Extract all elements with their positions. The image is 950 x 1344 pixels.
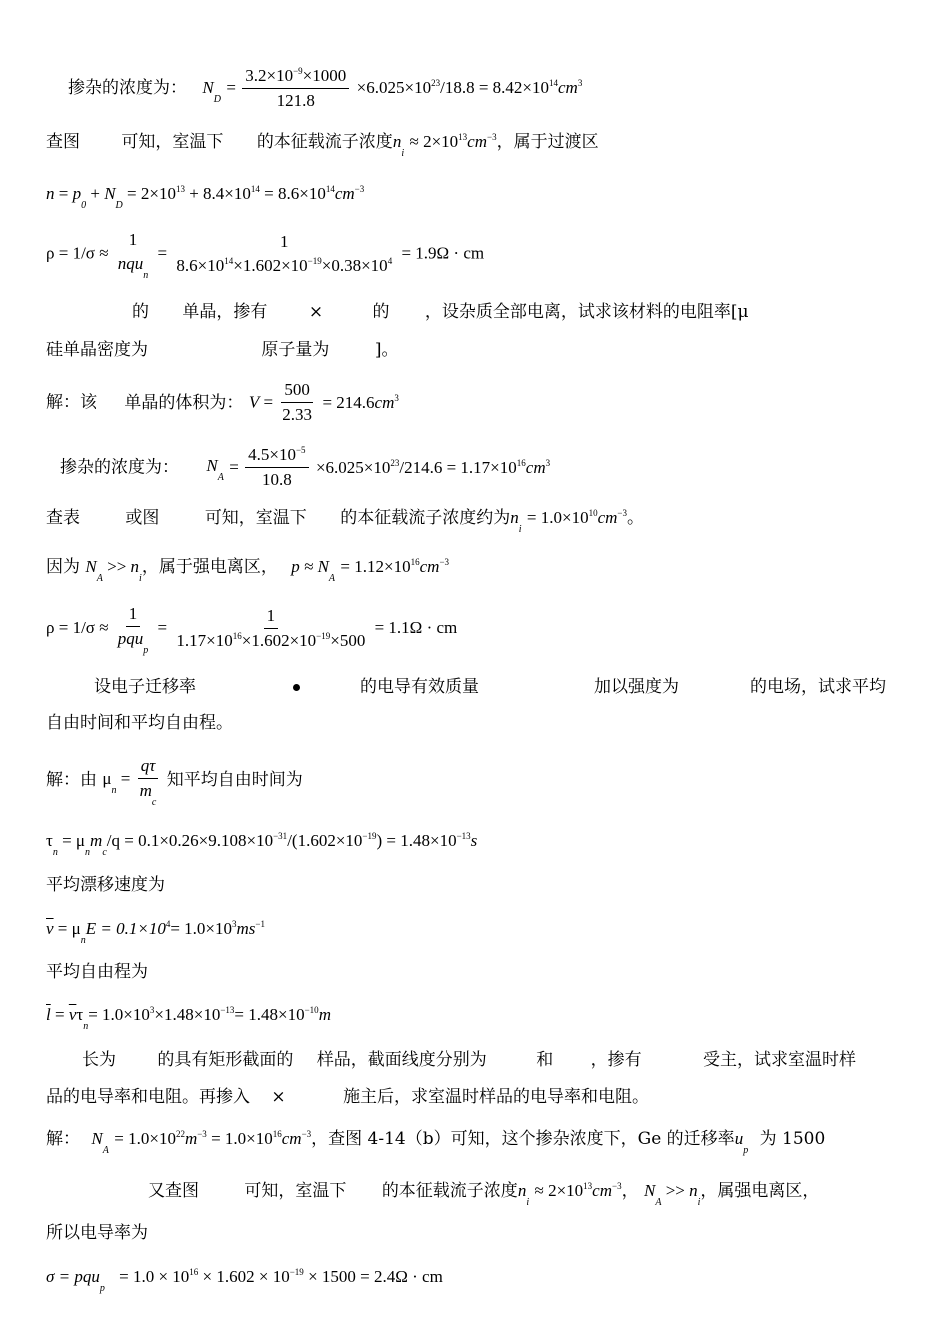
mean-free-time-line: $\tau_n = \mu_nm_c/q = 0.1\times 0.26\times 9.108\times 10^{-31}/(1.602\times 10^{-19}) = 1.48\times 10^{-13}s$ — [46, 831, 478, 858]
mobility-relation-line: 解：由 $\mu_n$ = $\frac{q\tau}{m_c}$ 知平均自由时间为 — [46, 756, 303, 808]
fraction-a: 1 nqu$_n$ — [117, 230, 149, 281]
value: ≈ $2\times 10^{13}cm^{-3}$ — [409, 132, 497, 151]
problem-statement-3c: 加以强度为 — [594, 677, 679, 697]
fraction: $\frac{3.2\times 10^{-9}\times 1000}{121.8}$ — [242, 66, 349, 111]
problem-statement-3d: 的电场，试求平均 — [750, 677, 886, 697]
fraction-b: 1 $8.6\times 10^{14}\times 1.602\times 10^{-19}\times 0.38\times 10^4$ — [176, 231, 393, 275]
ni-symbol: $n_i$ — [392, 132, 405, 159]
intrinsic-line-1 — [46, 131, 599, 159]
doping-concentration-line-2: 掺杂的浓度为： $N_A$ = $\frac{4.5\times 10^{-5}}{10.8}$ $\times 6.025\times 10^{23}/214.6 = 1.17\times 10^{16}cm^3$ — [60, 445, 551, 489]
mean-free-path-heading: 平均自由程为 — [46, 962, 148, 982]
result: $\times 6.025\times 10^{23}/18.8 = 8.42\times 10^{14}cm^3$ — [356, 78, 583, 97]
drift-velocity-line: $\overline{v} = \mu_nE = 0.1\times 10^4= 1.0\times 10^3ms^{-1}$ — [46, 919, 265, 946]
problem-statement-5: 长为 的具有矩形截面的 样品，截面线度分别为 和 ，掺有 受主，试求室温时样 — [82, 1050, 857, 1070]
equals: = — [226, 78, 241, 97]
solution-line-1: 解： $N_A = 1.0\times 10^{22}m^{-3} = 1.0\times 10^{16}cm^{-3}$，查图 4-14（b）可知，这个掺杂浓度下，Ge 的迁移率$u_p$ 为 1500 — [46, 1129, 826, 1156]
problem-statement-4: 自由时间和平均自由程。 — [46, 713, 233, 733]
strong-ionization-line: 因为 $N_A >> n_i$，属于强电离区， $p \approx N_A = 1.12\times 10^{16}cm^{-3}$ — [46, 557, 450, 584]
intrinsic-line-2: 查表 或图 可知，室温下 的本征载流子浓度约为$n_i = 1.0\times 10^{10}cm^{-3}$。 — [46, 508, 644, 535]
drift-velocity-heading: 平均漂移速度为 — [46, 875, 165, 895]
label: 掺杂的浓度为： — [68, 78, 187, 98]
doping-concentration-line-1 — [68, 66, 582, 111]
carrier-sum-line: $n = p_0 + N_D = 2\times 10^{13} + 8.4\times 10^{14} = 8.6\times 10^{14}cm^{-3}$ — [46, 184, 365, 211]
text: 查图 — [46, 132, 80, 152]
solution-line-2: 又查图 可知，室温下 的本征载流子浓度$n_i \approx 2\times 10^{13}cm^{-3}$， $N_A >> n_i$，属强电离区， — [148, 1181, 820, 1208]
conductivity-heading: 所以电导率为 — [46, 1223, 148, 1243]
text: 的本征载流子浓度 — [256, 132, 393, 152]
problem-statement-2: 硅单晶密度为 原子量为 ]。 — [46, 340, 399, 360]
resistivity-line-2: ρ = 1/σ ≈ $\frac{1}{pqu_p}$ = $\frac{1}{1.17\times 10^{16}\times 1.602\times 10^{-19}\times 500}$ = 1.1Ω · cm — [46, 604, 458, 656]
problem-statement-1: 的 单晶，掺有 × 的 ，设杂质全部电离，试求该材料的电阻率[μ — [132, 302, 749, 322]
mean-free-path-line: $\overline{l} = \overline{v}\tau_n= 1.0\times 10^3\times 1.48\times 10^{-13}= 1.48\times 10^{-10}m$ — [46, 1005, 331, 1032]
bullet-dot — [293, 684, 300, 691]
conductivity-line: $\sigma = pqu_p = 1.0 \times 10^{16} \times 1.602 \times 10^{-19} \times 1500 = 2.4\Omega$ · cm — [46, 1267, 443, 1294]
text: 可知，室温下 — [121, 132, 224, 152]
problem-statement-3: 设电子迁移率 — [94, 677, 196, 697]
problem-statement-3b: 的电导有效质量 — [360, 677, 479, 697]
nd-symbol: $N_D$ — [202, 78, 221, 105]
resistivity-line-1: ρ = 1/σ ≈ 1 nqu$_n$ = 1 $8.6\times 10^{14}\times 1.602\times 10^{-19}\times 0.38\times 10^4$ = 1.9Ω · cm — [46, 230, 485, 281]
problem-statement-6: 品的电导率和电阻。再掺入 × 施主后，求室温时样品的电导率和电阻。 — [46, 1087, 650, 1107]
volume-line: 解：该 单晶的体积为： V = $\frac{500}{2.33}$ = $214.6cm^3$ — [46, 380, 399, 424]
text: ，属于过渡区 — [496, 132, 599, 152]
